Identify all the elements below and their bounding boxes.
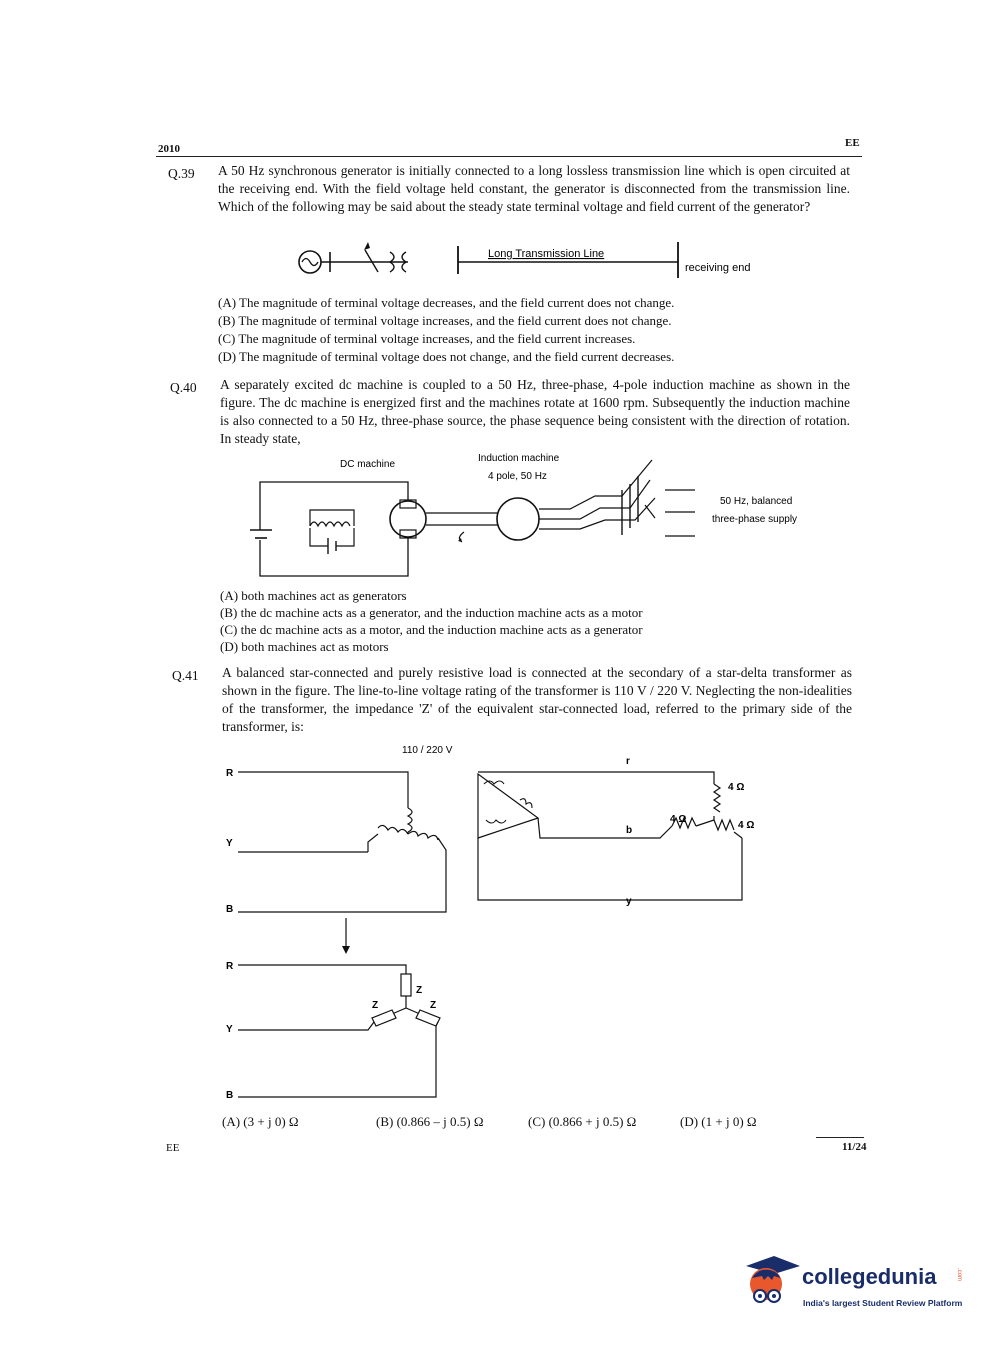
q41-option-b[interactable]: (B) (0.866 – j 0.5) Ω [376,1114,484,1129]
q39-number: Q.39 [168,166,195,181]
z-label-1: Z [416,985,423,996]
dc-machine-label: DC machine [340,459,396,470]
q40-option-d[interactable]: (D) both machines act as motors [220,639,389,654]
footer-page-number: 11/24 [842,1141,867,1153]
rating-label: 110 / 220 V [402,745,453,756]
header-rule [156,156,862,157]
q39-option-d[interactable]: (D) The magnitude of terminal voltage does not change, and the field current decreases. [218,349,675,364]
q39-figure [290,238,770,288]
label-B-top: B [226,904,234,915]
graduate-mascot-icon [740,1252,802,1314]
q39-text: A 50 Hz synchronous generator is initially connected to a long lossless transmission line which is open circuited at the receiving end. With the field voltage held constant, the generator is disconnected from the transmission line. Which of the following may be said about the steady state terminal voltage and field current of the generator? [218,163,850,214]
q40-figure [250,450,820,585]
q39-option-a[interactable]: (A) The magnitude of terminal voltage decreases, and the field current does not change. [218,295,675,310]
brand-suffix: .com [956,1268,962,1282]
collegedunia-watermark [740,1250,970,1320]
q41-option-c[interactable]: (C) (0.866 + j 0.5) Ω [528,1114,637,1129]
label-Y-bottom: Y [226,1024,233,1035]
q40-option-b[interactable]: (B) the dc machine acts as a generator, and the induction machine acts as a motor [220,605,643,620]
q40-number: Q.40 [170,380,197,395]
label-r: r [626,756,630,767]
label-R-bottom: R [226,961,234,972]
brand-tagline: India's largest Student Review Platform [803,1298,963,1308]
supply-label-2: three-phase supply [712,514,798,525]
q39-option-c[interactable]: (C) The magnitude of terminal voltage increases, and the field current increases. [218,331,636,346]
label-y: y [626,896,632,907]
supply-label-1: 50 Hz, balanced [720,496,793,507]
label-b: b [626,825,633,836]
brand-name: collegedunia [802,1264,937,1289]
label-B-bottom: B [226,1090,234,1101]
header-year: 2010 [158,143,180,155]
z-label-2: Z [372,1000,379,1011]
q40-option-c[interactable]: (C) the dc machine acts as a motor, and the induction machine acts as a generator [220,622,643,637]
q41-number: Q.41 [172,668,199,683]
line-label: Long Transmission Line [488,248,605,260]
q40-option-a[interactable]: (A) both machines act as generators [220,588,407,603]
im-label-2: 4 pole, 50 Hz [488,471,547,482]
q40-text: A separately excited dc machine is coupled to a 50 Hz, three-phase, 4-pole induction machine as shown in the figure. The dc machine is energized first and the machines rotate at 1600 rpm. Subsequently the induction machine is also connected to a 50 Hz, three-phase source, the phase sequence being consistent with the direction of rotation. In steady state, [220,377,850,446]
resistor-label-3: 4 Ω [738,820,755,831]
q41-option-a[interactable]: (A) (3 + j 0) Ω [222,1114,299,1129]
footer-rule [816,1137,864,1138]
induction-machine-symbol [497,498,539,540]
label-Y-top: Y [226,838,233,849]
q41-text: A balanced star-connected and purely resistive load is connected at the secondary of a star-delta transformer as shown in the figure. The line-to-line voltage rating of the transformer is 110 V / 220 V. Neglecting the non-idealities of the transformer, the impedance 'Z' of the equivalent star-connected load, referred to the primary side of the transformer, is: [222,665,852,734]
q41-figure [220,740,800,1110]
q39-option-b[interactable]: (B) The magnitude of terminal voltage increases, and the field current does not change. [218,313,672,328]
label-R-top: R [226,768,234,779]
q41-option-d[interactable]: (D) (1 + j 0) Ω [680,1114,757,1129]
resistor-label-2: 4 Ω [670,814,687,825]
receiving-end-label: receiving end [685,262,751,274]
resistor-label-1: 4 Ω [728,782,745,793]
im-label-1: Induction machine [478,453,560,464]
z-label-3: Z [430,1000,437,1011]
footer-paper-code: EE [166,1142,180,1154]
header-paper-code: EE [845,137,860,149]
